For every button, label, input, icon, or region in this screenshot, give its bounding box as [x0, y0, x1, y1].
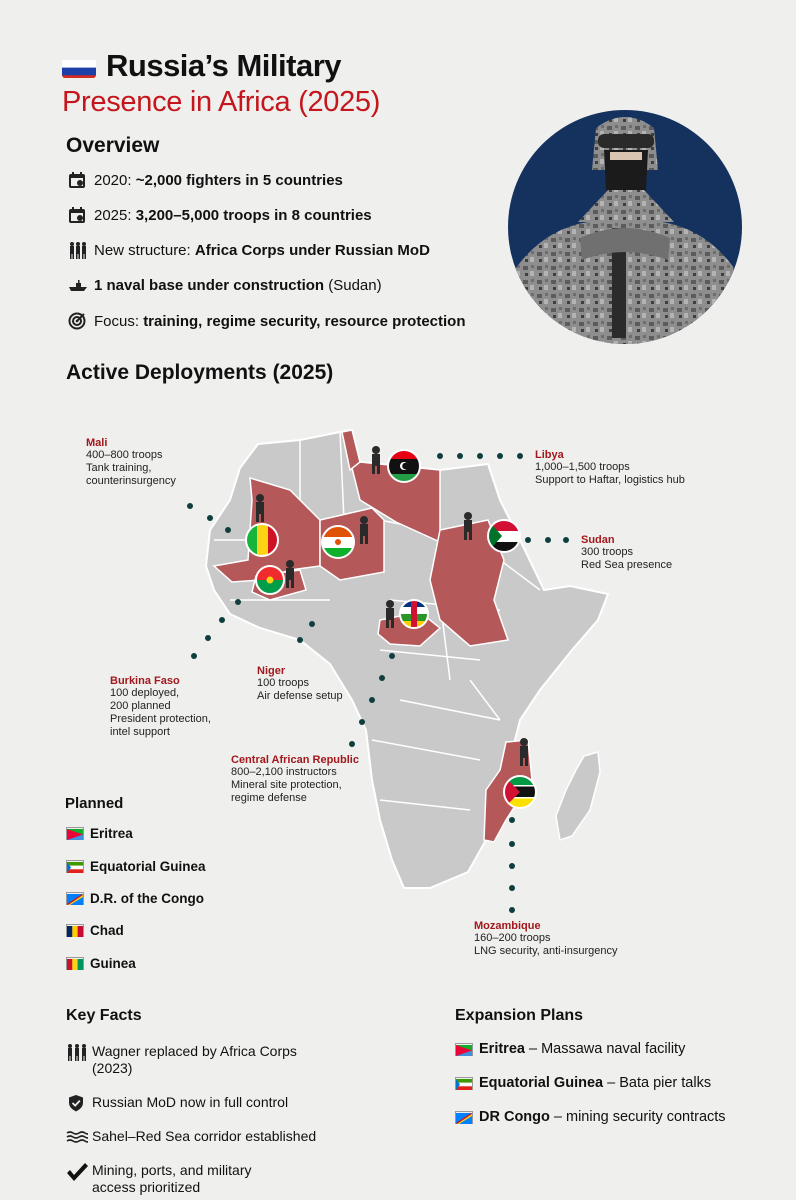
key-fact-item: Mining, ports, and military access prioritized: [66, 1162, 252, 1196]
libya-flag-icon: [388, 450, 420, 483]
overview-item: 2025: 3,200–5,000 troops in 8 countries: [68, 206, 372, 224]
deployments-heading: Active Deployments (2025): [66, 361, 334, 384]
chad-flag-icon: [66, 924, 84, 937]
equatorial-guinea-flag-icon: [66, 860, 84, 873]
overview-heading: Overview: [66, 134, 160, 157]
expansion-item: Equatorial Guinea – Bata pier talks: [455, 1075, 711, 1091]
key-facts-heading: Key Facts: [66, 1007, 142, 1024]
overview-item: Focus: training, regime security, resource protection: [68, 312, 466, 330]
mozambique-flag-icon: [504, 776, 536, 808]
equatorial-guinea-flag-icon: [455, 1077, 473, 1090]
checkmark-icon: [66, 1162, 88, 1180]
sudan-flag-icon: [488, 520, 520, 553]
expansion-heading: Expansion Plans: [455, 1007, 584, 1024]
drc-flag-icon: [66, 892, 84, 905]
page-title: Russia’s Military: [62, 48, 341, 84]
label-libya: Libya 1,000–1,500 troops Support to Haftar, logistics hub: [535, 449, 685, 486]
label-car: Central African Republic 800–2,100 instructors Mineral site protection, regime defense: [231, 754, 359, 804]
expansion-item: DR Congo – mining security contracts: [455, 1109, 726, 1125]
label-sudan: Sudan 300 troops Red Sea presence: [581, 534, 673, 571]
label-niger: Niger 100 troops Air defense setup: [257, 665, 343, 702]
planned-item: Guinea: [66, 956, 136, 971]
mali-flag-icon: [246, 524, 279, 556]
overview-item: 1 naval base under construction (Sudan): [68, 276, 382, 294]
soldiers-icon: [66, 1043, 88, 1061]
page-subtitle: Presence in Africa (2025): [62, 86, 381, 118]
guinea-flag-icon: [66, 957, 84, 970]
planned-item: Equatorial Guinea: [66, 859, 206, 874]
eritrea-flag-icon: [66, 827, 84, 840]
planned-heading: Planned: [65, 795, 124, 812]
eritrea-flag-icon: [455, 1043, 473, 1056]
expansion-item: Eritrea – Massawa naval facility: [455, 1041, 685, 1057]
burkina-flag-icon: [256, 566, 284, 594]
key-fact-item: Wagner replaced by Africa Corps (2023): [66, 1043, 297, 1077]
key-fact-item: Sahel–Red Sea corridor established: [66, 1128, 316, 1146]
label-burkina: Burkina Faso 100 deployed, 200 planned President protection, intel support: [110, 675, 211, 738]
niger-flag-icon: [322, 526, 354, 559]
label-mali: Mali 400–800 troops Tank training, counterinsurgency: [86, 437, 176, 487]
planned-item: D.R. of the Congo: [66, 891, 204, 906]
drc-flag-icon: [455, 1111, 473, 1124]
shield-check-icon: [66, 1094, 88, 1112]
car-flag-icon: [400, 600, 428, 628]
overview-item: New structure: Africa Corps under Russian MoD: [68, 241, 430, 259]
madagascar: [556, 752, 600, 840]
planned-item: Chad: [66, 923, 124, 938]
planned-item: Eritrea: [66, 826, 133, 841]
overview-item: 2020: ~2,000 fighters in 5 countries: [68, 171, 343, 189]
key-fact-item: Russian MoD now in full control: [66, 1094, 288, 1112]
label-mozambique: Mozambique 160–200 troops LNG security, anti-insurgency: [474, 920, 618, 957]
waves-icon: [66, 1128, 88, 1146]
